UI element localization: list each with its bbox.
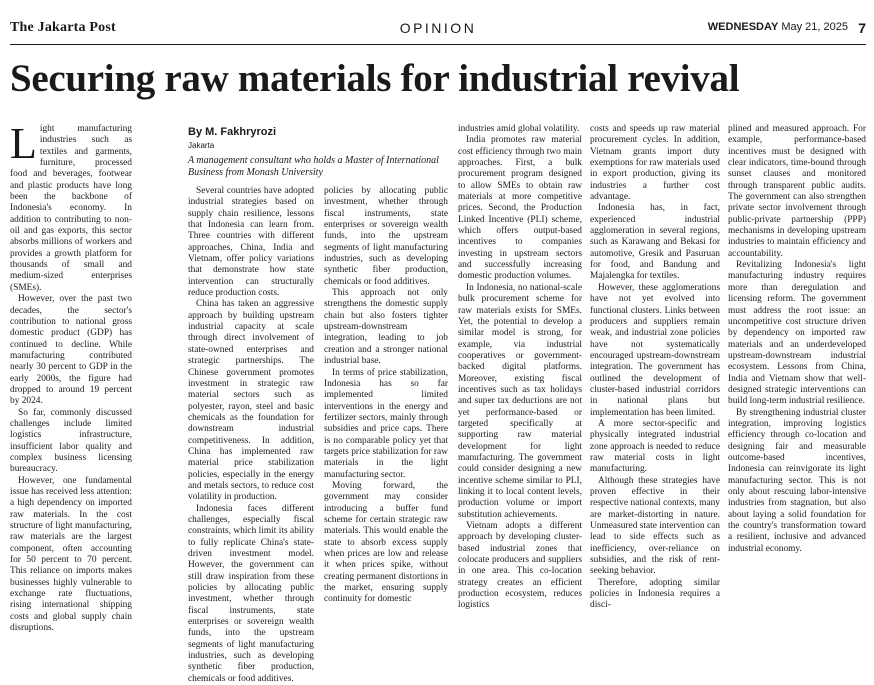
article-column-3 xyxy=(324,186,448,605)
lead-text: ight manufacturing industries such as textiles and garments, furniture, processed food and beverages, footwear and plastic products have long been the backbone of Indonesia's economy. In addition to contributing to non-oil and gas exports, this sector absorbs millions of workers and provides a growth platform for thousands of small and medium-sized enterprises (SMEs). xyxy=(10,124,132,293)
paragraph: China has taken an aggressive approach by building upstream industrial capacity at scale through direct involvement of state-owned enterprises and strategic partnerships. The Chinese government promotes investment in strategic raw material sectors such as polyester, rayon, steel and basic chemicals as the foundation for downstream industrial competitiveness. In addition, China has implemented raw material price stabilization policies, especially in the energy and metals sectors, to reduce cost volatility in production. xyxy=(188,299,314,503)
paragraph: Several countries have adopted industrial strategies based on supply chain resilience, lessons that Indonesia can learn from. Three countries with different approaches, China, India and Vietnam, offer policy variations that demonstrate how state intervention can structurally reduce production costs. xyxy=(188,186,314,299)
article-column-4 xyxy=(458,124,582,611)
paragraph: This approach not only strengthens the domestic supply chain but also fosters tighter upstream-downstream integration, leading to job creation and a stronger national industrial base. xyxy=(324,288,448,367)
article-column-2 xyxy=(188,186,314,684)
paragraph: plined and measured approach. For example, performance-based incentives must be designed with clear indicators, time-bound through sunset clauses and monitored through transparent public audits. The government can also strengthen private sector involvement through public-private partnership (PPP) mechanisms in developing upstream industries to maintain efficiency and accountability. xyxy=(728,124,866,259)
paragraph: Indonesia faces different challenges, especially fiscal constraints, which limit its ability to fully replicate China's state-driven investment model. However, the government can still draw inspiration from these policies by allocating public investment, whether through fiscal instruments, state enterprises or sovereign wealth funds, into the upstream segments of light manufacturing industries, such as developing synthetic fiber production, chemicals or food additives. xyxy=(188,503,314,684)
paragraph: Therefore, adopting similar policies in Indonesia requires a disci- xyxy=(590,577,720,611)
paragraph: costs and speeds up raw material procurement cycles. In addition, Vietnam grants import duty exemptions for raw materials used in export production, giving its industries a further cost advantage. xyxy=(590,124,720,203)
paragraph: Although these strategies have proven effective in their respective national contexts, many are market-distorting in nature. Unmeasured state intervention can lead to side effects such as inefficiency, over-reliance on subsidies, and the risk of rent-seeking behavior. xyxy=(590,475,720,577)
issue-date-text: May 21, 2025 xyxy=(781,21,848,33)
author-location: Jakarta xyxy=(188,141,215,150)
page-number: 7 xyxy=(858,20,866,36)
paragraph: However, over the past two decades, the sector's contribution to national gross domestic product (GDP) has continued to decline. While manufacturing contributed nearly 30 percent to GDP in the early 2000s, the figure had dropped to around 19 percent by 2024. xyxy=(10,294,132,407)
drop-cap: L xyxy=(10,119,37,168)
headline: Securing raw materials for industrial revival xyxy=(10,57,740,100)
paragraph: However, these agglomerations have not yet evolved into functional clusters. Links between producers and suppliers remain weak, and industrial zone policies have not systematically encouraged upstream-downstream integration. The government has outlined the development of cluster-based industrial corridors in national plans but implementation has been limited. xyxy=(590,282,720,418)
paragraph: Moving forward, the government may consider introducing a buffer fund scheme for certain strategic raw materials. This would enable the state to absorb excess supply when prices are low and release it when prices spike, without creating permanent distortions in the market, ensuring supply continuity for domestic xyxy=(324,480,448,605)
lead-paragraph xyxy=(10,119,132,294)
masthead xyxy=(10,20,866,42)
author-bio: A management consultant who holds a Master of International Business from Monash University xyxy=(188,155,439,178)
paragraph: industries amid global volatility. xyxy=(458,124,580,134)
paragraph: So far, commonly discussed challenges include limited logistics infrastructure, insufficient labor quality and complex business licensing bureaucracy. xyxy=(10,407,132,475)
article-column-1 xyxy=(10,119,132,634)
paragraph: Indonesia has, in fact, experienced industrial agglomeration in several regions, such as Karawang and Bekasi for automotive, Gresik and Pasuruan for food, and Bandung and Majalengka for textiles. xyxy=(590,203,720,282)
issue-date xyxy=(708,21,848,33)
masthead-rule xyxy=(10,44,866,45)
issue-weekday: WEDNESDAY xyxy=(707,21,779,33)
paragraph: India promotes raw material cost efficiency through two main approaches. First, a bulk procurement program designed to allow SMEs to obtain raw materials at more competitive prices. Second, the Production Linked Incentive (PLI) scheme, which offers output-based incentives to companies investing in upstream sectors and successfully increasing domestic production volumes. xyxy=(458,135,582,282)
paragraph: policies by allocating public investment, whether through fiscal instruments, state enterprises or sovereign wealth funds, into the upstream segments of light manufacturing industries, such as developing synthetic fiber production, chemicals or food additives. xyxy=(324,186,448,287)
article-column-6 xyxy=(728,124,866,554)
paragraph: A more sector-specific and physically integrated industrial zone approach is needed to reduce raw material costs in light manufacturing. xyxy=(590,418,720,475)
newspaper-name: The Jakarta Post xyxy=(10,20,116,35)
paragraph: Vietnam adopts a different approach by developing cluster-based industrial zones that colocate producers and suppliers in one area. This co-location strategy creates an efficient production ecosystem, reduces logistics xyxy=(458,521,582,611)
section-label: OPINION xyxy=(399,20,477,36)
author-name: By M. Fakhryrozi xyxy=(188,126,277,138)
paragraph: By strengthening industrial cluster integration, improving logistics efficiency through co-location and designing fair and measurable outcome-based incentives, Indonesia can reinvigorate its light manufacturing sector. This is not only about rescuing labor-intensive industries from stagnation, but also about laying a solid foundation for the country's transformation toward a resilient, inclusive and advanced industrial economy. xyxy=(728,407,866,554)
byline xyxy=(188,126,448,179)
article-column-5 xyxy=(590,124,720,611)
paragraph: Revitalizing Indonesia's light manufacturing industry requires more than deregulation and licensing reform. The government must address the root issue: an uncompetitive cost structure driven by dependency on imported raw materials and an underdeveloped upstream-downstream industrial ecosystem. Lessons from China, India and Vietnam show that well-designed strategic interventions can build long-term industrial resilience. xyxy=(728,260,866,407)
paragraph: In terms of price stabilization, Indonesia has so far implemented limited interventions in the energy and fertilizer sectors, mainly through subsidies and price caps. There is no comparable policy yet that targets price stabilization for raw materials in the light manufacturing sector. xyxy=(324,367,448,480)
paragraph: In Indonesia, no national-scale bulk procurement scheme for raw materials exists for SMEs. Yet, the potential to develop a similar model is strong, for example, via industrial cooperatives or government-backed digital platforms. Moreover, existing fiscal incentives such as tax holidays and super tax deductions are not yet performance-based or targeted specifically at supporting raw material development for light manufacturing. The government could consider designing a new incentive scheme similar to PLI, linking it to local content levels, production volume or import substitution achievements. xyxy=(458,282,582,520)
paragraph: However, one fundamental issue has received less attention: a high dependency on imported raw materials. In the cost structure of light manufacturing, raw materials are the largest component, often accounting for 50 percent to 70 percent. This reliance on imports makes businesses highly vulnerable to exchange rate fluctuations, rising international shipping costs and global supply chain disruptions. xyxy=(10,475,132,634)
